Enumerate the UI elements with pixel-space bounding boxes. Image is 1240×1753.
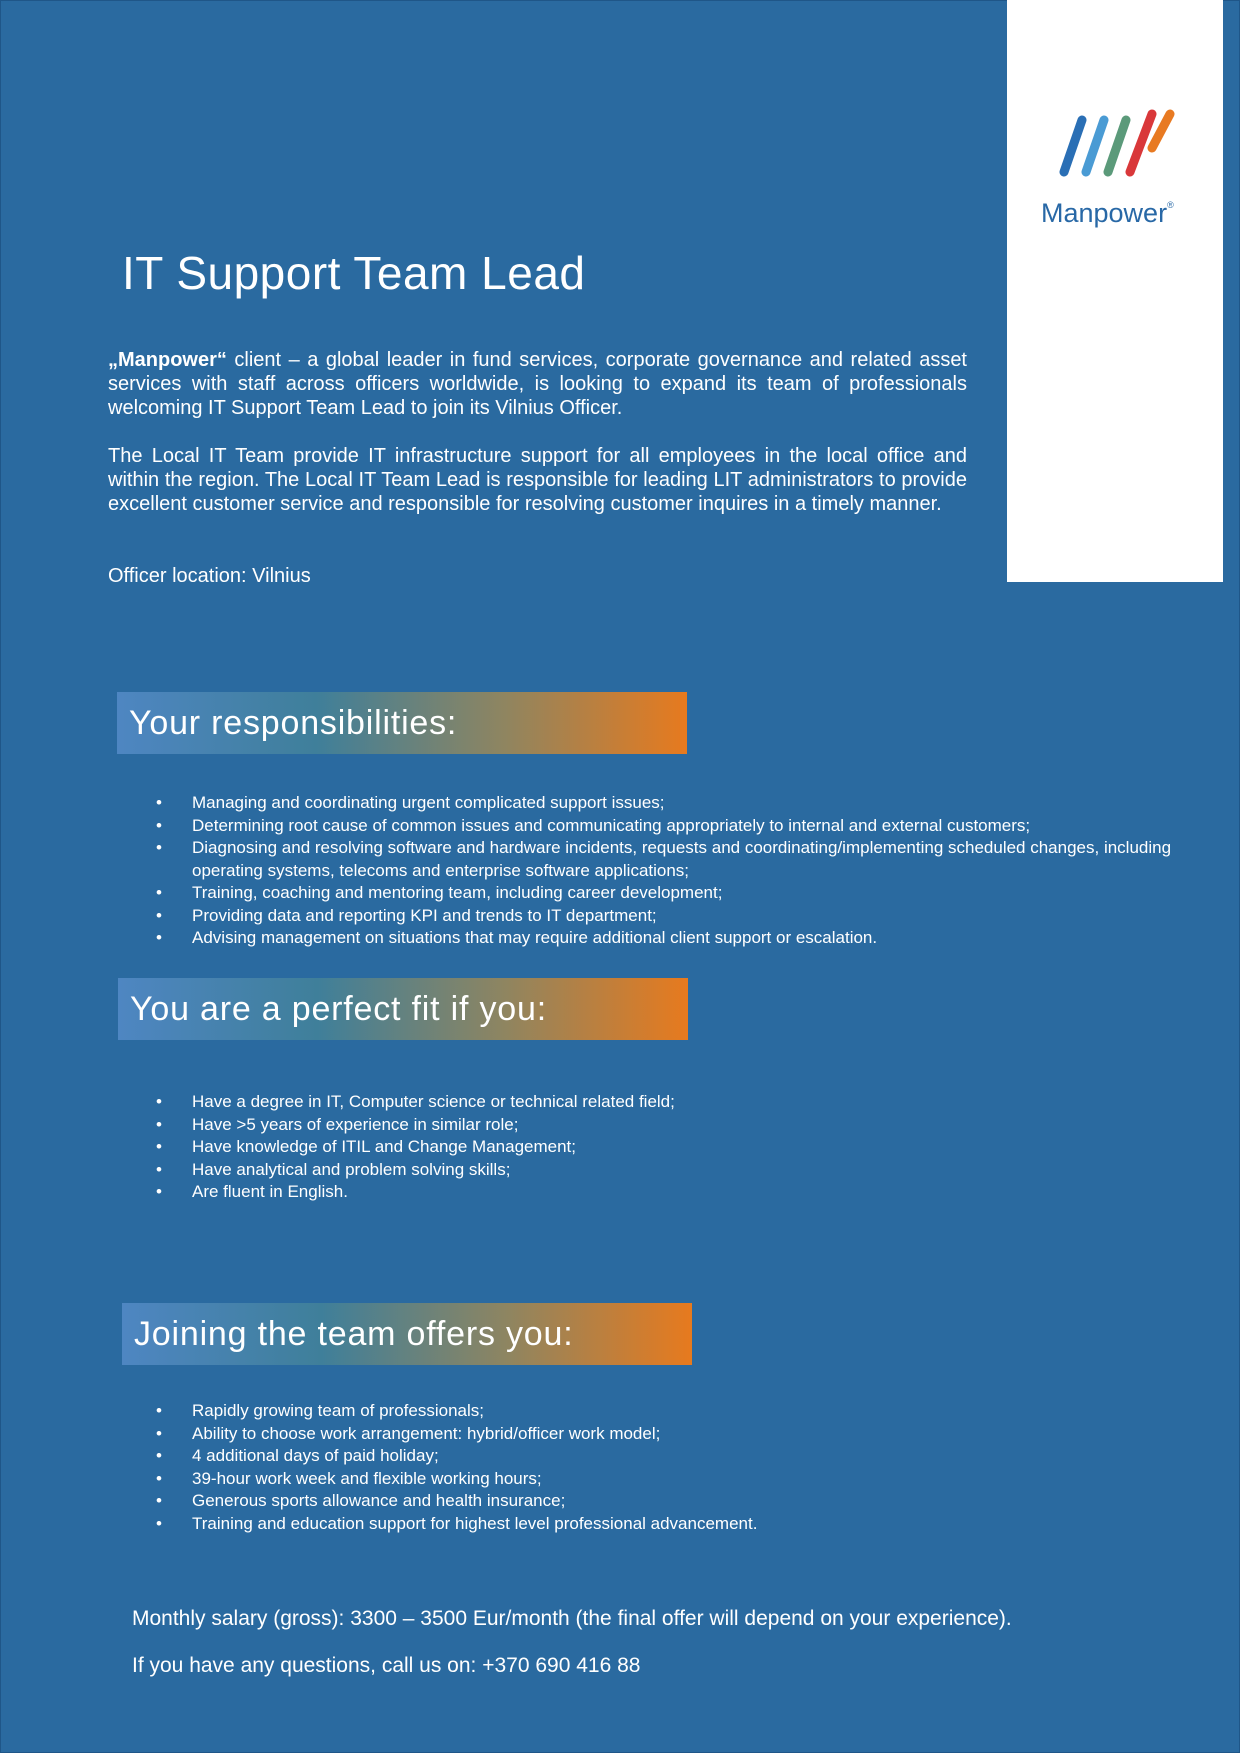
list-item: • Have knowledge of ITIL and Change Management; (150, 1136, 675, 1159)
list-item: • Have >5 years of experience in similar role; (150, 1114, 675, 1137)
list-item: • 4 additional days of paid holiday; (150, 1445, 757, 1468)
responsibilities-heading: Your responsibilities: (117, 692, 687, 754)
list-item: • Diagnosing and resolving software and hardware incidents, requests and coordinating/implementing scheduled changes, including operating systems, telecoms and enterprise software applications; (150, 837, 1240, 882)
list-item: • Training, coaching and mentoring team, including career development; (150, 882, 1240, 905)
location-text: Officer location: Vilnius (108, 565, 311, 587)
list-item: • Rapidly growing team of professionals; (150, 1400, 757, 1423)
manpower-stripes-logo-icon (1052, 108, 1177, 180)
logo-panel (1007, 0, 1223, 582)
intro-paragraph (108, 348, 967, 420)
brand-name: „Manpower“ (108, 349, 227, 371)
requirements-list (150, 1091, 675, 1204)
list-item: • Ability to choose work arrangement: hybrid/officer work model; (150, 1423, 757, 1446)
list-item: • Generous sports allowance and health insurance; (150, 1490, 757, 1513)
list-item: • Have analytical and problem solving skills; (150, 1159, 675, 1182)
list-item: • Managing and coordinating urgent complicated support issues; (150, 792, 1240, 815)
list-item: • Are fluent in English. (150, 1181, 675, 1204)
brand-logo-text: Manpower® (1041, 198, 1174, 228)
description-paragraph: The Local IT Team provide IT infrastructure support for all employees in the local office and within the region. The Local IT Team Lead is responsible for leading LIT administrators to provide excellent customer service and responsible for resolving customer inquires in a timely manner. (108, 445, 967, 515)
benefits-list (150, 1400, 757, 1535)
salary-text: Monthly salary (gross): 3300 – 3500 Eur/month (the final offer will depend on your experience). (132, 1607, 1012, 1630)
list-item: • Training and education support for highest level professional advancement. (150, 1513, 757, 1536)
list-item: • Have a degree in IT, Computer science or technical related field; (150, 1091, 675, 1114)
list-item: • Providing data and reporting KPI and trends to IT department; (150, 905, 1240, 928)
list-item: • Determining root cause of common issues and communicating appropriately to internal and external customers; (150, 815, 1240, 838)
benefits-heading: Joining the team offers you: (122, 1303, 692, 1365)
list-item: • 39-hour work week and flexible working hours; (150, 1468, 757, 1491)
intro-text: client – a global leader in fund services, corporate governance and related asset services with staff across officers worldwide, is looking to expand its team of professionals welcoming IT Support Team Lead to join its Vilnius Officer. (108, 349, 967, 419)
requirements-heading: You are a perfect fit if you: (118, 978, 688, 1040)
responsibilities-list (150, 792, 1240, 950)
contact-text: If you have any questions, call us on: +370 690 416 88 (132, 1654, 641, 1677)
page-title: IT Support Team Lead (122, 247, 586, 299)
list-item: • Advising management on situations that may require additional client support or escalation. (150, 927, 1240, 950)
